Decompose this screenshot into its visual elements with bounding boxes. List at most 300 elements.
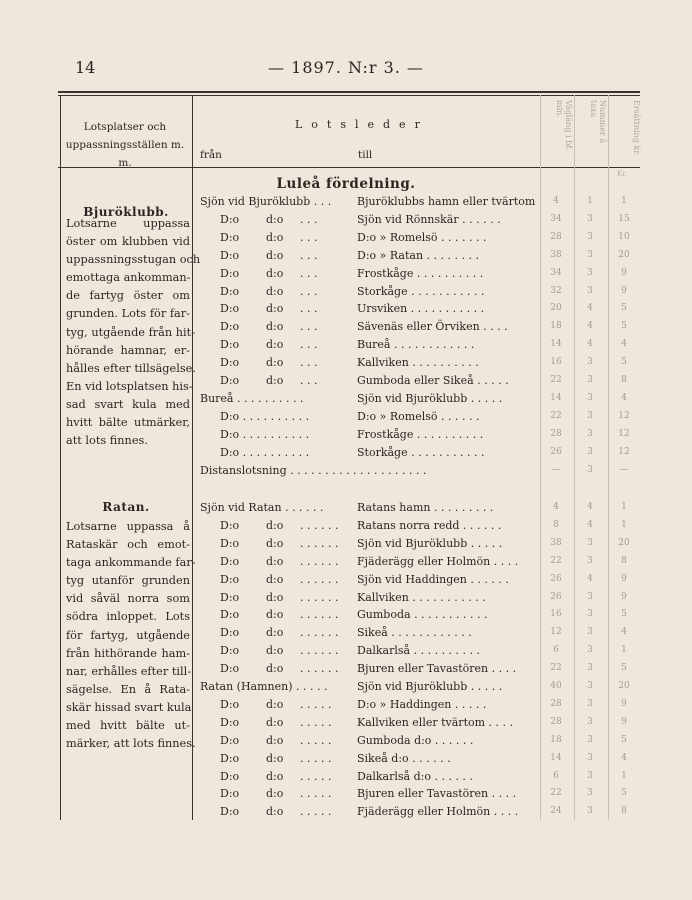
description-line: uppassningsstugan och <box>66 253 201 267</box>
leader-dots: . . . <box>300 356 318 370</box>
description-line: emottaga ankomman- <box>66 271 191 285</box>
fee-value: 12 <box>618 428 630 439</box>
tariff-value: 3 <box>587 609 593 620</box>
from-place: D:o <box>220 805 240 819</box>
from-place: D:o <box>220 518 240 532</box>
table-row <box>0 606 692 624</box>
to-place: Frostkåge . . . . . . . . . . <box>357 427 484 441</box>
tariff-value: 3 <box>587 231 593 242</box>
table-row <box>0 444 692 462</box>
table-row <box>0 785 692 803</box>
fee-value: 4 <box>621 392 627 403</box>
distance-value: — <box>551 464 561 475</box>
row-from <box>200 734 352 747</box>
row-from <box>200 626 352 639</box>
from-place: D:o <box>220 356 240 370</box>
table-row <box>0 803 692 821</box>
table-row <box>0 499 692 517</box>
leader-dots: . . . . . <box>300 751 332 765</box>
fee-value: 5 <box>621 321 627 332</box>
from-ditto: d:o <box>266 266 284 280</box>
tariff-value: 3 <box>587 267 593 278</box>
tariff-value: 3 <box>587 645 593 656</box>
row-from <box>200 392 352 405</box>
from-ditto: d:o <box>266 733 284 747</box>
distance-value: 26 <box>550 446 562 457</box>
leader-dots: . . . . . . . . . . . . . . . . . . . . <box>286 463 427 477</box>
table-rule-top-thin <box>58 95 640 96</box>
header-distance: Vägläng i bf. min. <box>555 100 573 151</box>
table-row <box>0 571 692 589</box>
distance-value: 14 <box>550 752 562 763</box>
to-place: Dalkarlså d:o . . . . . . <box>357 769 473 783</box>
distance-value: 34 <box>550 267 562 278</box>
leader-dots: . . . . . . . . . . <box>239 445 310 459</box>
tariff-value: 3 <box>587 734 593 745</box>
row-from <box>200 428 352 441</box>
header-lotsleder: Lotsleder <box>295 118 429 131</box>
table-row <box>0 193 692 211</box>
to-place: Bjuröklubbs hamn eller tvärtom <box>357 195 536 208</box>
leader-dots: . . . . . . <box>300 536 339 550</box>
table-row <box>0 696 692 714</box>
leader-dots: . . . <box>310 195 332 208</box>
from-place: D:o <box>220 374 240 387</box>
row-from <box>200 231 352 244</box>
to-place: Sjön vid Rönnskär . . . . . . <box>357 212 501 226</box>
row-from <box>200 213 352 226</box>
table-row <box>0 247 692 265</box>
fee-value: 5 <box>621 788 627 799</box>
table-row <box>0 336 692 354</box>
fee-value: 4 <box>621 627 627 638</box>
distance-value: 28 <box>550 716 562 727</box>
header-places: Lotsplatser och uppassningsställen m. m. <box>65 121 185 169</box>
tariff-value: 3 <box>587 806 593 817</box>
distance-value: 40 <box>550 681 562 691</box>
section-title: Luleå fördelning. <box>276 176 416 192</box>
table-row <box>0 535 692 553</box>
fee-value: 9 <box>621 716 627 727</box>
to-place: Fjäderägg eller Holmön . . . . <box>357 554 519 568</box>
place-title: Ratan. <box>102 500 150 514</box>
leader-dots: . . . . . <box>300 715 332 729</box>
row-from <box>200 338 352 351</box>
row-from <box>200 446 352 459</box>
description-line: med hvitt bälte ut- <box>66 719 190 733</box>
row-from <box>200 752 352 765</box>
to-place: Storkåge . . . . . . . . . . . <box>357 445 485 459</box>
tariff-value: 1 <box>587 196 593 206</box>
description-line: från hithörande ham- <box>66 646 190 660</box>
table-row <box>0 211 692 229</box>
fee-value: 5 <box>621 357 627 368</box>
fee-value: 5 <box>621 303 627 314</box>
distance-value: 22 <box>550 663 562 674</box>
from-ditto: d:o <box>266 554 284 568</box>
to-place: D:o » Ratan . . . . . . . . <box>357 248 479 262</box>
distance-value: 14 <box>550 392 562 403</box>
distance-value: 22 <box>550 788 562 799</box>
fee-value: 1 <box>621 645 627 656</box>
to-place: Ratans hamn . . . . . . . . . <box>357 501 494 514</box>
from-place: D:o <box>220 302 240 316</box>
from-ditto: d:o <box>266 787 284 801</box>
tariff-value: 3 <box>587 446 593 457</box>
leader-dots: . . . . . <box>300 733 332 747</box>
row-from <box>200 195 352 208</box>
row-from <box>200 608 352 621</box>
fee-value: 1 <box>621 502 627 512</box>
from-ditto: d:o <box>266 356 284 370</box>
to-place: Bureå . . . . . . . . . . . . <box>357 338 475 352</box>
leader-dots: . . . <box>300 230 318 244</box>
leader-dots: . . . <box>300 338 318 352</box>
from-ditto: d:o <box>266 212 284 226</box>
header-tariff: Nummer å taxa <box>589 100 607 144</box>
from-ditto: d:o <box>266 230 284 244</box>
table-row <box>0 750 692 768</box>
fee-value: 5 <box>621 734 627 745</box>
from-ditto: d:o <box>266 284 284 298</box>
description-line: Lotsarne uppassa <box>66 217 190 230</box>
distance-value: 32 <box>550 285 562 296</box>
tariff-value: 3 <box>587 698 593 709</box>
from-ditto: d:o <box>266 715 284 729</box>
description-line: södra inloppet. Lots <box>66 610 190 624</box>
leader-dots: . . . . . . <box>300 662 339 676</box>
row-from <box>200 410 352 423</box>
row-from <box>200 555 352 568</box>
from-place: D:o <box>220 769 240 783</box>
distance-value: 12 <box>550 627 562 638</box>
table-row <box>0 300 692 318</box>
table-row <box>0 732 692 750</box>
tariff-value: 3 <box>587 464 593 475</box>
leader-dots: . . . <box>300 320 318 334</box>
fee-value: 9 <box>621 573 627 584</box>
from-ditto: d:o <box>266 662 284 676</box>
fee-value: 20 <box>618 681 630 691</box>
to-place: Gumboda eller Sikeå . . . . . <box>357 374 509 387</box>
leader-dots: . . . . . . <box>281 501 324 514</box>
fee-value: 8 <box>621 806 627 817</box>
row-from <box>200 463 427 477</box>
tariff-value: 3 <box>587 537 593 548</box>
distance-value: 26 <box>550 573 562 584</box>
row-from <box>200 644 352 657</box>
table-row <box>0 624 692 642</box>
row-from <box>200 519 352 532</box>
description-line: taga ankommande far- <box>66 556 196 570</box>
from-place: D:o <box>220 248 240 262</box>
leader-dots: . . . . . <box>300 697 332 711</box>
distance-value: 4 <box>553 502 559 512</box>
fee-value: 4 <box>621 339 627 350</box>
from-place: D:o <box>220 697 240 711</box>
description-line: sägelse. En å Rata- <box>66 682 190 696</box>
from-ditto: d:o <box>266 572 284 586</box>
leader-dots: . . . <box>300 302 318 316</box>
to-place: Gumboda . . . . . . . . . . . <box>357 608 488 622</box>
from-ditto: d:o <box>266 769 284 783</box>
to-place: Gumboda d:o . . . . . . <box>357 733 474 747</box>
fee-value: 12 <box>618 410 630 421</box>
from-ditto: d:o <box>266 338 284 352</box>
row-from <box>200 501 352 514</box>
tariff-value: 4 <box>587 519 593 530</box>
tariff-value: 3 <box>587 392 593 403</box>
to-place: Bjuren eller Tavastören . . . . <box>357 787 517 801</box>
row-from <box>200 573 352 586</box>
distance-value: 16 <box>550 357 562 368</box>
row-from <box>200 320 352 333</box>
description-line: nar, erhålles efter till- <box>66 664 192 678</box>
from-place: D:o <box>220 427 240 441</box>
table-row <box>0 642 692 660</box>
to-place: Dalkarlså . . . . . . . . . . <box>357 644 481 658</box>
to-place: Sjön vid Bjuröklubb . . . . . <box>357 536 503 550</box>
to-place: Sikeå d:o . . . . . . <box>357 751 451 765</box>
from-place: D:o <box>220 572 240 586</box>
row-from <box>200 805 352 818</box>
table-row <box>0 462 692 480</box>
distance-value: 18 <box>550 321 562 332</box>
leader-dots: . . . . . . <box>300 572 339 586</box>
from-place: D:o <box>220 536 240 550</box>
table-row <box>0 517 692 535</box>
place-title: Bjuröklubb. <box>83 205 169 219</box>
distance-value: 38 <box>550 249 562 260</box>
tariff-value: 3 <box>587 410 593 421</box>
row-from <box>200 374 352 387</box>
tariff-value: 3 <box>587 375 593 385</box>
to-place: Fjäderägg eller Holmön . . . . <box>357 805 519 819</box>
table-row <box>0 229 692 247</box>
fee-value: 20 <box>618 249 630 260</box>
to-place: Sjön vid Bjuröklubb . . . . . <box>357 391 503 405</box>
to-place: Sikeå . . . . . . . . . . . . <box>357 626 472 640</box>
table-row <box>0 553 692 571</box>
tariff-value: 3 <box>587 681 593 691</box>
leader-dots: . . . <box>300 212 318 226</box>
description-line: grunden. Lots för far- <box>66 307 190 321</box>
table-row <box>0 318 692 336</box>
description-line: för fartyg, utgående <box>66 628 190 642</box>
table-row <box>0 283 692 301</box>
table-row <box>0 354 692 372</box>
distance-value: 38 <box>550 537 562 548</box>
description-line: En vid lotsplatsen his- <box>66 379 193 393</box>
description-line: tyg utanför grunden <box>66 574 190 588</box>
to-place: Sävenäs eller Örviken . . . . <box>357 320 508 334</box>
leader-dots: . . . . . . . . . . <box>239 409 310 423</box>
distance-value: 4 <box>553 196 559 206</box>
distance-value: 20 <box>550 303 562 314</box>
from-place: Sjön vid Bjuröklubb <box>200 195 311 208</box>
from-place: D:o <box>220 230 240 244</box>
page-header: — 1897. N:r 3. — <box>268 58 424 77</box>
tariff-value: 3 <box>587 788 593 799</box>
to-place: D:o » Haddingen . . . . . <box>357 697 487 711</box>
from-place: D:o <box>220 266 240 280</box>
from-place: D:o <box>220 662 240 676</box>
leader-dots: . . . . . <box>300 805 332 819</box>
leader-dots: . . . . . . . . . . <box>233 391 304 405</box>
table-row <box>0 265 692 283</box>
row-from <box>200 267 352 280</box>
fee-value: 9 <box>621 285 627 296</box>
from-place: D:o <box>220 338 240 352</box>
fee-value: 9 <box>621 267 627 278</box>
from-place: Bureå <box>200 391 234 405</box>
tariff-value: 3 <box>587 591 593 602</box>
fee-value: 5 <box>621 663 627 674</box>
from-ditto: d:o <box>266 518 284 532</box>
from-place: D:o <box>220 715 240 729</box>
from-place: Distanslotsning <box>200 463 287 477</box>
description-line: vid såväl norra som <box>66 592 190 606</box>
page-number: 14 <box>75 58 96 77</box>
from-place: Sjön vid Ratan <box>200 501 282 514</box>
from-ditto: d:o <box>266 536 284 550</box>
from-ditto: d:o <box>266 374 284 387</box>
from-place: D:o <box>220 590 240 604</box>
to-place: Kallviken . . . . . . . . . . <box>357 356 479 370</box>
distance-value: 22 <box>550 555 562 566</box>
leader-dots: . . . . . . <box>300 644 339 658</box>
fee-value: 5 <box>621 609 627 620</box>
to-place: Kallviken . . . . . . . . . . . <box>357 590 486 604</box>
distance-value: 22 <box>550 375 562 385</box>
fee-value: 8 <box>621 555 627 566</box>
tariff-value: 4 <box>587 502 593 512</box>
row-from <box>200 356 352 369</box>
description-line: skär hissad svart kula <box>66 700 192 714</box>
from-place: Ratan (Hamnen) <box>200 680 293 693</box>
from-place: D:o <box>220 787 240 801</box>
from-ditto: d:o <box>266 626 284 640</box>
fee-value: 10 <box>618 231 630 242</box>
tariff-value: 3 <box>587 627 593 638</box>
description-line: tyg, utgående från hit- <box>66 325 196 339</box>
tariff-value: 3 <box>587 555 593 566</box>
leader-dots: . . . . . . <box>300 590 339 604</box>
description-line: de fartyg öster om <box>66 289 190 303</box>
table-row <box>0 426 692 444</box>
table-row <box>0 408 692 426</box>
tariff-value: 3 <box>587 285 593 296</box>
fee-value: 1 <box>621 770 627 781</box>
fee-value: 1 <box>621 196 627 206</box>
distance-value: 6 <box>553 770 559 781</box>
unit-label: Kr. <box>617 170 628 178</box>
from-ditto: d:o <box>266 302 284 316</box>
from-ditto: d:o <box>266 644 284 658</box>
row-from <box>200 591 352 604</box>
description-line: Lotsarne uppassa å <box>66 520 190 533</box>
to-place: D:o » Romelsö . . . . . . <box>357 409 480 423</box>
row-from <box>200 698 352 711</box>
tariff-value: 3 <box>587 213 593 224</box>
row-from <box>200 285 352 298</box>
description-line: att lots finnes. <box>66 434 148 448</box>
fee-value: — <box>619 464 629 475</box>
from-ditto: d:o <box>266 608 284 622</box>
fee-value: 8 <box>621 375 627 385</box>
tariff-value: 3 <box>587 752 593 763</box>
leader-dots: . . . . . <box>300 769 332 783</box>
leader-dots: . . . . . <box>300 787 332 801</box>
table-row <box>0 660 692 678</box>
to-place: D:o » Romelsö . . . . . . . <box>357 230 487 244</box>
fee-value: 1 <box>621 519 627 530</box>
fee-value: 15 <box>618 213 630 224</box>
tariff-value: 3 <box>587 357 593 368</box>
from-ditto: d:o <box>266 697 284 711</box>
leader-dots: . . . <box>300 248 318 262</box>
from-place: D:o <box>220 212 240 226</box>
from-place: D:o <box>220 733 240 747</box>
from-ditto: d:o <box>266 320 284 334</box>
leader-dots: . . . <box>300 284 318 298</box>
distance-value: 8 <box>553 519 559 530</box>
description-line: sad svart kula med <box>66 397 190 411</box>
distance-value: 28 <box>550 231 562 242</box>
tariff-value: 4 <box>587 321 593 332</box>
from-place: D:o <box>220 320 240 334</box>
from-ditto: d:o <box>266 751 284 765</box>
to-place: Bjuren eller Tavastören . . . . <box>357 662 517 676</box>
from-place: D:o <box>220 751 240 765</box>
leader-dots: . . . <box>300 374 318 387</box>
tariff-value: 4 <box>587 573 593 584</box>
from-place: D:o <box>220 644 240 658</box>
table-row <box>0 390 692 408</box>
row-from <box>200 680 352 693</box>
row-from <box>200 662 352 675</box>
distance-value: 24 <box>550 806 562 817</box>
description-line: öster om klubben vid <box>66 235 190 249</box>
from-place: D:o <box>220 608 240 622</box>
distance-value: 14 <box>550 339 562 350</box>
distance-value: 6 <box>553 645 559 656</box>
fee-value: 12 <box>618 446 630 457</box>
from-place: D:o <box>220 284 240 298</box>
table-row <box>0 768 692 786</box>
tariff-value: 3 <box>587 716 593 727</box>
description-line: märker, att lots finnes. <box>66 737 196 751</box>
distance-value: 34 <box>550 213 562 224</box>
to-place: Sjön vid Bjuröklubb . . . . . <box>357 680 503 693</box>
distance-value: 18 <box>550 734 562 745</box>
table-rule-top <box>58 91 640 93</box>
description-line: hvitt bälte utmärker, <box>66 416 190 430</box>
from-place: D:o <box>220 626 240 640</box>
distance-value: 22 <box>550 410 562 421</box>
table-row <box>0 678 692 696</box>
to-place: Ursviken . . . . . . . . . . . <box>357 302 485 316</box>
distance-value: 28 <box>550 428 562 439</box>
to-place: Ratans norra redd . . . . . . <box>357 518 502 532</box>
row-from <box>200 770 352 783</box>
tariff-value: 4 <box>587 303 593 314</box>
to-place: Sjön vid Haddingen . . . . . . <box>357 572 509 586</box>
distance-value: 26 <box>550 591 562 602</box>
fee-value: 20 <box>618 537 630 548</box>
leader-dots: . . . . . . <box>300 626 339 640</box>
fee-value: 4 <box>621 752 627 763</box>
